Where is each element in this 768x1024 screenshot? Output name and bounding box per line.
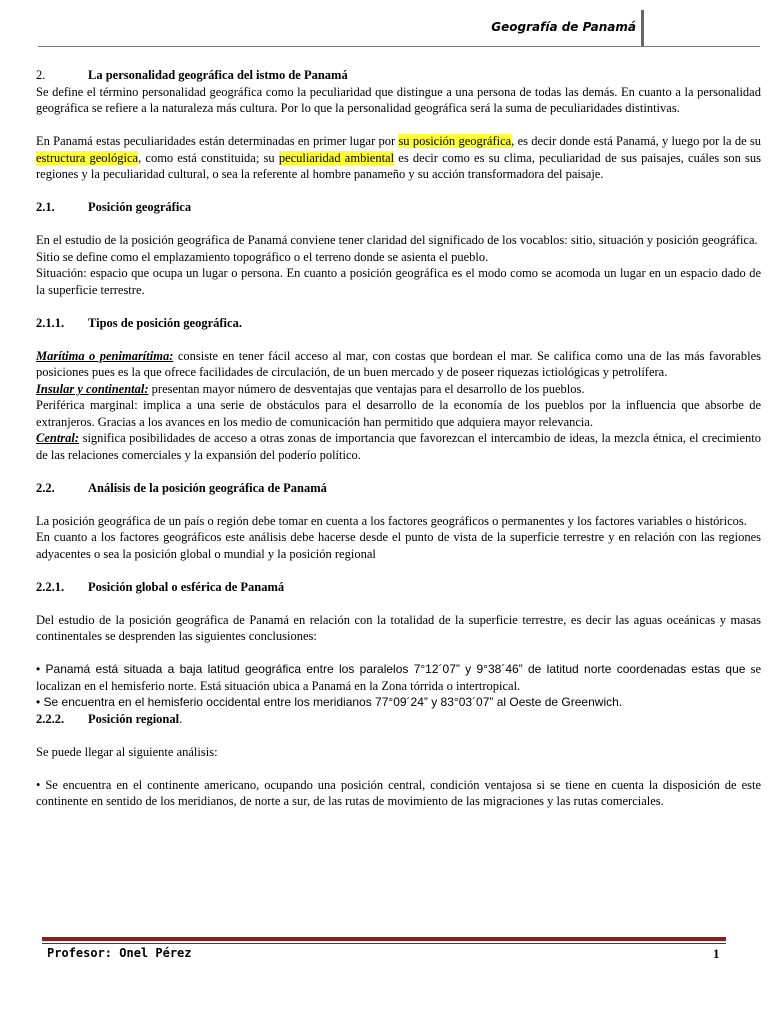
bullet-item: • Panamá está situada a baja latitud geográfica entre los paralelos 7°12´07” y 9°38´46” de latitud norte coordenadas estas que se localizan en el hemisferio norte. Está situación ubica a Panamá en la Zona tórrida o intertropical. [36,662,762,693]
section-number: 2. [36,68,46,82]
highlight: estructura geológica [36,150,139,165]
paragraph: La posición geográfica de un país o región debe tomar en cuenta a los factores geográficos o permanentes y los factores variables o históricos. [36,513,747,528]
paragraph: Se puede llegar al siguiente análisis: [36,744,218,759]
section-title: Tipos de posición geográfica. [88,315,242,330]
section-title: Análisis de la posición geográfica de Panamá [88,480,327,495]
section-2-1-heading [36,199,761,216]
section-2-2-heading [36,480,761,497]
section-number: 2.2.1. [36,579,65,594]
document-body [36,67,761,810]
term: Central: [36,431,80,445]
footer-rule-thin [42,943,726,944]
section-number: 2.1.1. [36,315,65,330]
term: Insular y continental: [36,381,149,396]
term: Marítima o penimarítima: [36,348,174,363]
bullet-item: • Se encuentra en el continente americano, ocupando una posición central, condición ventajosa si se tiene en cuenta la disposición de este continente en sentido de los meridianos, de norte a sur, de las rutas de movimiento de las migraciones y las rutas comerciales. [36,777,761,808]
section-number: 2.2. [36,480,55,495]
section-number: 2.2.2. [36,711,65,726]
paragraph: Periférica marginal: implica a una serie de obstáculos para el desarrollo de la economía de los pueblos por la influencia que absorbe de extranjeros. Gracias a los avances en los medio de comunicación han permitido que adquiera mayor relevancia. [36,398,761,429]
section-title: Posición regional [88,711,180,726]
section-2-heading [36,67,761,84]
section-2-2-1-heading [36,579,761,596]
header-title: Geografía de Panamá [491,20,636,34]
section-number: 2.1. [36,200,55,214]
paragraph: Insular y continental: presentan mayor número de desventajas que ventajas para el desarrollo de los pueblos. [36,381,585,396]
paragraph: En Panamá estas peculiaridades están determinadas en primer lugar por su posición geográfica, es decir donde está Panamá, y luego por la de su estructura geológica, como está constituida; su peculiaridad ambiental es decir como es su clima, peculiaridad de sus paisajes, cuáles son sus regiones y la peculiaridad cultural, o sea la referente al hombre panameño y su acción transformadora del paisaje. [36,134,762,181]
section-title: La personalidad geográfica del istmo de Panamá [88,68,348,82]
footer-rule [42,937,726,941]
paragraph: En el estudio de la posición geográfica de Panamá conviene tener claridad del significado de los vocablos: sitio, situación y posición geográfica. [36,233,758,247]
highlight: su posición geográfica [398,134,512,148]
paragraph: Central: significa posibilidades de acceso a otras zonas de importancia que favorezcan el intercambio de ideas, la mezcla étnica, el crecimiento de las relaciones comerciales y la expansión del poderío político. [36,431,761,462]
section-2-2-2-heading: 2.2.2. Posición regional. [36,711,183,726]
header-divider [641,10,644,46]
paragraph: En cuanto a los factores geográficos este análisis debe hacerse desde el punto de vista de la superficie terrestre y en relación con las regiones adyacentes o sea la posición global o mundial y la posición regional [36,530,761,561]
paragraph: Situación: espacio que ocupa un lugar o persona. En cuanto a posición geográfica es el modo como se acomoda un lugar en un espacio dado de la superficie terrestre. [36,266,761,297]
highlight: peculiaridad ambiental [278,150,395,165]
paragraph: Marítima o penimarítima: consiste en tener fácil acceso al mar, con costas que bordean el mar. Se califica como una de las más favorables posiciones pues es la que ofrece facilidades de circulación, de un buen mercado y de poseer riquezas ictiológicas y petrolífera. [36,348,761,379]
bullet-item: • Se encuentra en el hemisferio occidental entre los meridianos 77°09´24” y 83°03´07” al Oeste de Greenwich. [36,695,623,709]
paragraph: Se define el término personalidad geográfica como la peculiaridad que distingue a una persona de todas las demás. En cuanto a la personalidad geográfica se refiere a la naturaleza más cultura. Por lo que la personalidad geográfica será la suma de peculiaridades distintivas. [36,84,761,115]
paragraph: Del estudio de la posición geográfica de Panamá en relación con la totalidad de la superficie terrestre, es decir las aguas oceánicas y masas continentales se desprenden las siguientes conclusiones: [36,612,761,643]
page-number: 1 [713,946,720,961]
paragraph: Sitio se define como el emplazamiento topográfico o el terreno donde se asienta el pueblo. [36,249,489,264]
header-rule [38,46,760,47]
section-2-1-1-heading [36,315,761,332]
section-title: Posición global o esférica de Panamá [88,579,285,594]
section-title: Posición geográfica [88,200,192,214]
footer-author: Profesor: Onel Pérez [47,946,192,960]
